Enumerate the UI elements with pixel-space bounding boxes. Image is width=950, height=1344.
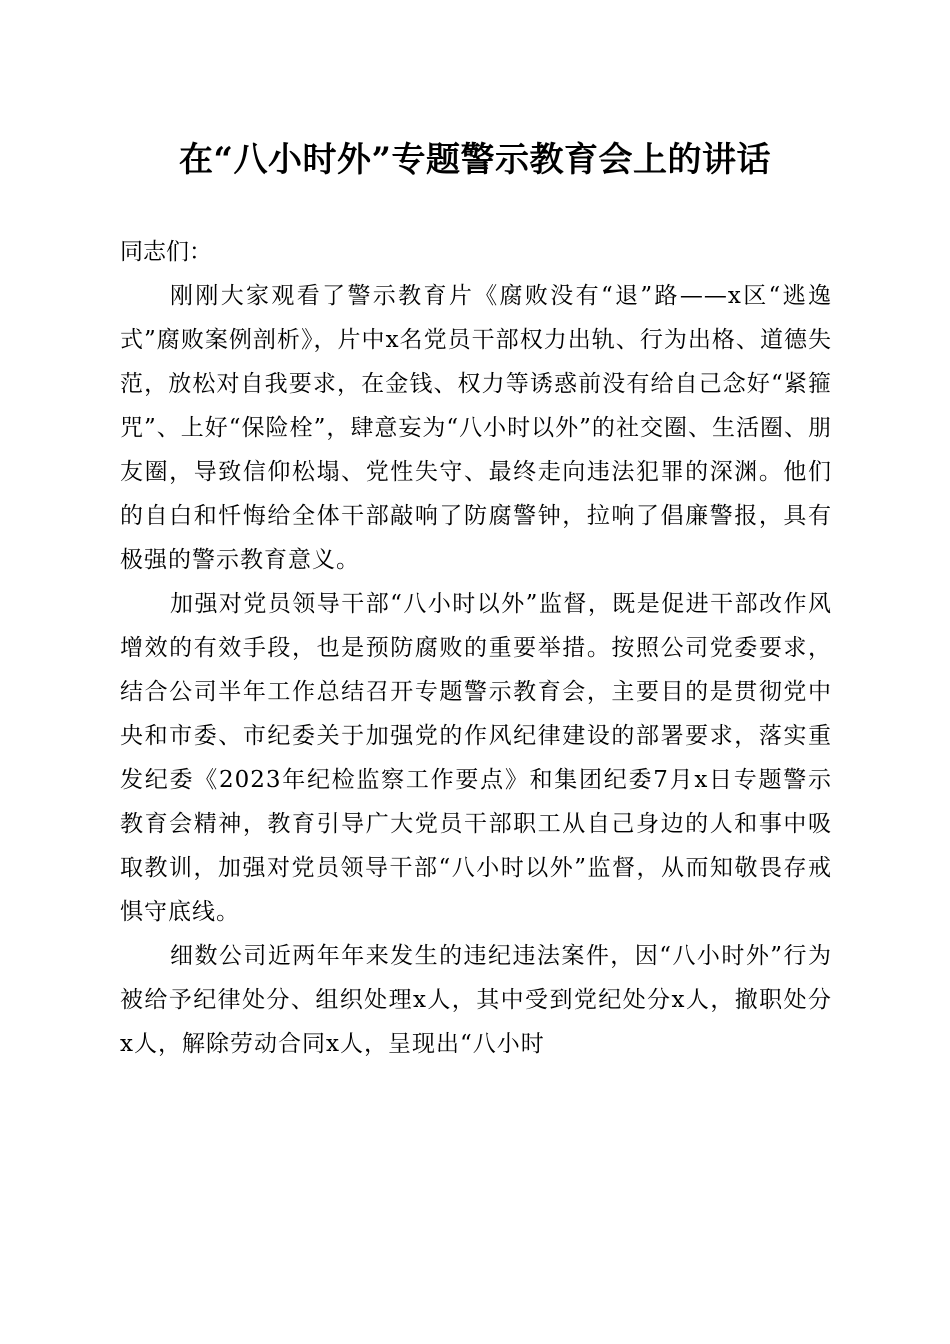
document-title: 在“八小时外”专题警示教育会上的讲话 [178, 140, 772, 180]
paragraph-3: 细数公司近两年年来发生的违纪违法案件，因“八小时外”行为被给予纪律处分、组织处理x人，其中受到党纪处分x人，撤职处分x人，解除劳动合同x人，呈现出“八小时 [120, 943, 832, 1057]
paragraph-1: 刚刚大家观看了警示教育片《腐败没有“退”路——x区“逃逸式”腐败案例剖析》，片中x名党员干部权力出轨、行为出格、道德失范，放松对自我要求，在金钱、权力等诱惑前没有给自己念好“紧箍咒”、上好“保险栓”，肆意妄为“八小时以外”的社交圈、生活圈、朋友圈，导致信仰松塌、党性失守、最终走向违法犯罪的深渊。他们的自白和忏悔给全体干部敲响了防腐警钟，拉响了倡廉警报，具有极强的警示教育意义。 [120, 283, 832, 573]
document-body [120, 230, 832, 1066]
paragraph-2: 加强对党员领导干部“八小时以外”监督，既是促进干部改作风增效的有效手段，也是预防腐败的重要举措。按照公司党委要求，结合公司半年工作总结召开专题警示教育会，主要目的是贯彻党中央和市委、市纪委关于加强党的作风纪律建设的部署要求，落实重发纪委《2023年纪检监察工作要点》和集团纪委7月x日专题警示教育会精神，教育引导广大党员干部职工从自己身边的人和事中吸取教训，加强对党员领导干部“八小时以外”监督，从而知敬畏存戒惧守底线。 [120, 591, 832, 925]
salutation: 同志们： [120, 239, 212, 265]
